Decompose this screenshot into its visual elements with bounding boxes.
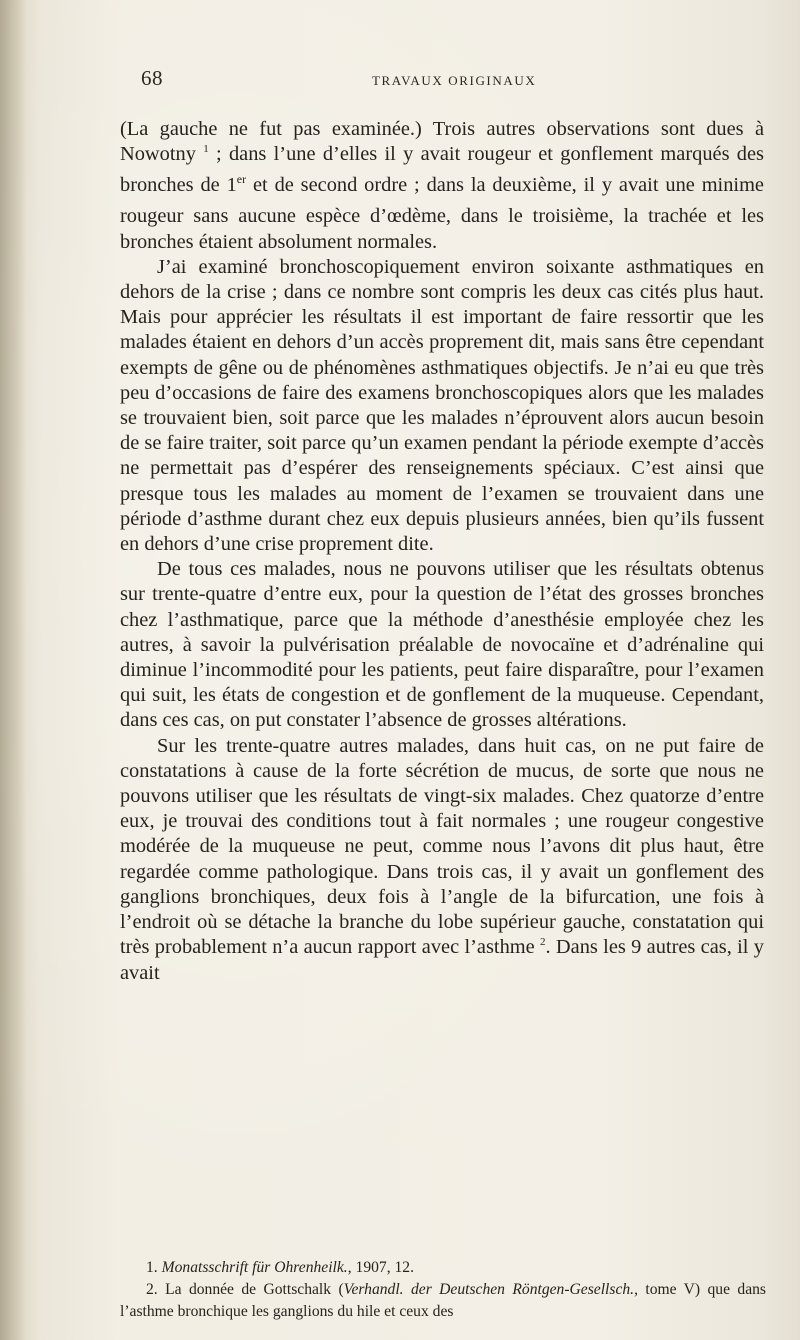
paragraph-1 xyxy=(120,117,764,255)
paragraph-text: Sur les trente-quatre autres malades, dans huit cas, on ne put faire de constatations à cause de la forte sécrétion de mucus, de sorte que nous ne pouvons utiliser que les résultats de vingt-six malades. Chez quatorze d’entre eux, je trouvai des conditions tout à fait normales ; une rougeur congestive modérée de la muqueuse ne peut, comme nous l’avons dit plus haut, être regardée comme pathologique. Dans trois cas, il y avait un gonflement des ganglions bronchiques, deux fois à l’angle de la bifurcation, une fois à l’endroit où se détache la branche du lobe supérieur gauche, constatation qui très probablement n’a aucun rapport avec l’asthme xyxy=(120,734,764,959)
ordinal xyxy=(227,174,247,196)
running-title: TRAVAUX ORIGINAUX xyxy=(372,73,537,88)
paragraph-2: J’ai examiné bronchoscopiquement environ soixante asthmatiques en dehors de la crise ; dans ce nombre sont compris les deux cas cités plus haut. Mais pour apprécier les résultats il est important de faire ressortir que les malades étaient en dehors d’un accès proprement dit, mais sans être cependant exempts de gêne ou de phénomènes asthmatiques objectifs. Je n’ai eu que très peu d’occasions de faire des examens bronchoscopiques alors que les malades se trouvaient bien, soit parce que les malades n’éprouvent alors aucun besoin de se faire traiter, soit parce qu’un examen pendant la période exempte d’accès ne permettait pas d’espérer des renseignements spéciaux. C’est ainsi que presque tous les malades au moment de l’examen se trouvaient dans une période d’asthme durant chez eux depuis plusieurs années, bien qu’ils fussent en dehors d’une crise proprement dite. xyxy=(120,255,764,556)
paragraph-text: . Dans les 9 autres cas, il y avait xyxy=(120,936,764,984)
footnote-ref-2: 2 xyxy=(540,936,546,949)
page-number: 68 xyxy=(141,66,163,90)
paragraph-3: De tous ces malades, nous ne pouvons utiliser que les résultats obtenus sur trente-quatre d’entre eux, pour la question de l’état des grosses bronches chez l’asthmatique, parce que la méthode d’anesthésie employée chez les autres, à savoir la pulvérisation préalable de novocaïne et d’adrénaline qui diminue l’incommodité pour les patients, peut faire disparaître, pour l’examen qui suit, les états de congestion et de gonflement de la muqueuse. Cependant, dans ces cas, on put constater l’absence de grosses altérations. xyxy=(120,558,764,732)
paragraph-text: (La gauche ne fut pas examinée.) Trois autres observations sont dues à Nowotny xyxy=(120,118,764,166)
footnote-details: , tome V) que dans l’asthme bronchique les ganglions du hile et ceux des xyxy=(120,1281,767,1320)
paragraph-text: ; dans l’une d’elles il y avait rougeur et gonflement marqués des bronches de xyxy=(120,143,764,197)
paragraph-4 xyxy=(120,734,764,986)
footnote-journal: Monatsschrift für Ohrenheilk. xyxy=(161,1259,348,1276)
footnote-ref-1: 1 xyxy=(203,143,209,156)
footnote-number: 2. xyxy=(146,1281,158,1298)
footnote-lead: La donnée de Gottschalk ( xyxy=(165,1281,344,1298)
ordinal-display: 1er xyxy=(226,172,247,197)
body-text xyxy=(120,117,764,986)
footnote-number: 1. xyxy=(146,1259,158,1276)
footnote-details: , 1907, 12. xyxy=(347,1259,414,1276)
page-gutter-shadow xyxy=(0,0,26,1340)
footnote-2 xyxy=(120,1279,766,1323)
footnote-1 xyxy=(120,1257,766,1279)
paragraph-text: et de second ordre ; dans la deuxième, il y avait une minime rougeur sans aucune espèce d’œdème, dans le troisième, la trachée et les bronches étaient absolument normales. xyxy=(120,174,764,253)
footnotes xyxy=(120,1257,766,1323)
footnote-journal: Verhandl. der Deutschen Röntgen-Gesellsch. xyxy=(343,1281,635,1298)
page-header xyxy=(141,66,761,96)
ordinal-suffix: er xyxy=(236,172,247,187)
